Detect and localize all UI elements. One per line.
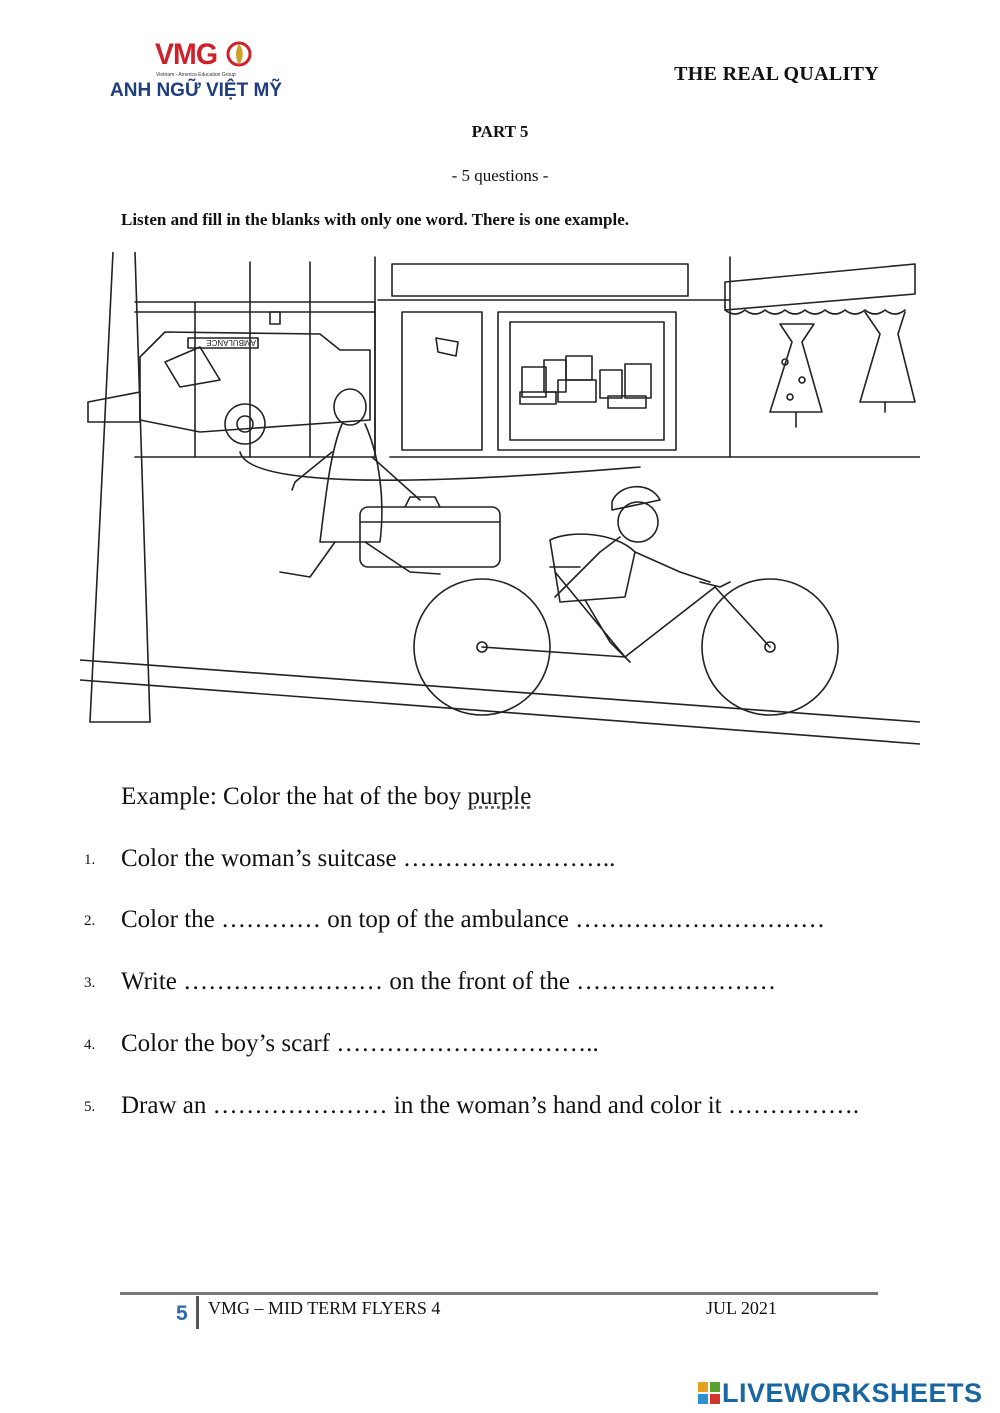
street-scene-illustration [80, 252, 920, 752]
logo-tagline: Vietnam - America Education Group [156, 72, 236, 78]
question-3 [84, 968, 776, 996]
question-text: Color the woman’s suitcase …………………….. [121, 845, 616, 872]
question-1 [84, 845, 615, 873]
footer-divider [120, 1292, 878, 1295]
ambulance [88, 312, 370, 444]
footer-date: JUL 2021 [706, 1298, 777, 1318]
page-number: 5 [176, 1302, 188, 1325]
part-title: PART 5 [471, 122, 529, 141]
pavement [80, 452, 920, 744]
question-text: Write …………………… on the front of the …………………… [121, 968, 777, 995]
question-text: Color the ………… on top of the ambulance ………………………… [121, 906, 826, 933]
question-number: 4. [84, 1036, 96, 1053]
example-answer: purple [467, 783, 532, 810]
instructions: Listen and fill in the blanks with only one word. There is one example. [121, 210, 630, 229]
question-text: Draw an ………………… in the woman’s hand and color it ……………. [121, 1092, 860, 1119]
logo-globe-icon [226, 40, 254, 68]
question-number: 5. [84, 1098, 96, 1115]
ambulance-label: AMBULANCE [206, 338, 256, 347]
question-5 [84, 1092, 859, 1120]
liveworksheets-watermark[interactable] [698, 1378, 983, 1409]
question-4 [84, 1030, 599, 1058]
example-prefix: Example: Color the hat of the boy [121, 783, 468, 810]
question-number: 1. [84, 851, 96, 868]
shop-sign [436, 338, 458, 356]
example-sentence [121, 783, 531, 811]
liveworksheets-logo-icon [698, 1382, 720, 1404]
question-count: - 5 questions - [451, 166, 549, 185]
vmg-logo [110, 38, 310, 102]
watermark-text: LIVEWORKSHEETS [722, 1378, 983, 1408]
footer-separator [196, 1296, 199, 1329]
question-number: 3. [84, 974, 96, 991]
footer-title: VMG – MID TERM FLYERS 4 [208, 1298, 441, 1318]
lamp-post [90, 252, 150, 722]
question-text: Color the boy’s scarf ………………………….. [121, 1030, 599, 1057]
header-tagline: THE REAL QUALITY [674, 63, 879, 85]
books-display [520, 356, 651, 408]
boy-figure [550, 487, 710, 662]
logo-subtitle: ANH NGỮ VIỆT MỸ [110, 80, 282, 101]
dress-shop [725, 264, 915, 427]
logo-wordmark: VMG [155, 38, 218, 71]
question-number: 2. [84, 912, 96, 929]
shop-front [378, 257, 920, 457]
question-2 [84, 906, 825, 934]
